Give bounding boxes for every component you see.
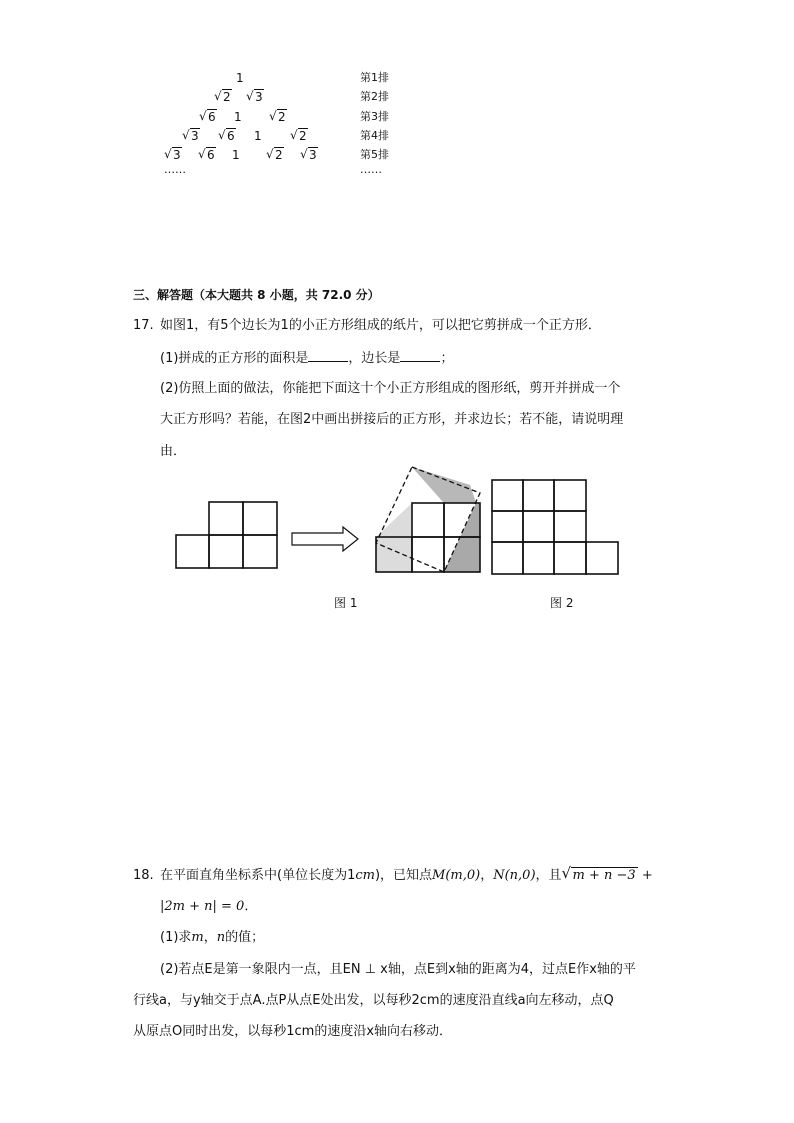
q17-part2-line3: 由． — [160, 444, 187, 459]
sqrt-expression — [214, 90, 232, 104]
radical-icon: √ — [218, 128, 226, 142]
side-answer-blank[interactable] — [400, 350, 440, 362]
triangle-cell: 1 — [254, 129, 262, 143]
arrow-icon — [292, 527, 358, 551]
sqrt-value: 3 — [309, 148, 317, 162]
sqrt-value: 2 — [299, 129, 307, 143]
q18-part2-line1: (2)若点E是第一象限内一点，且EN ⊥ x轴，点E到x轴的距离为4，过点E作x轴的平 — [160, 962, 636, 977]
var-n: n — [216, 930, 226, 945]
sqrt-expression — [246, 90, 264, 104]
triangle-cell — [214, 90, 232, 104]
unit-cm: cm — [355, 868, 375, 883]
q18-line1-d: ，且 — [535, 868, 562, 883]
q17-part1-text-a: (1)拼成的正方形的面积是 — [160, 351, 309, 366]
radical-icon: √ — [300, 147, 308, 161]
area-answer-blank[interactable] — [308, 350, 348, 362]
sqrt-value: 3 — [255, 90, 263, 104]
sqrt-value: 6 — [227, 129, 235, 143]
sqrt-expression — [266, 148, 284, 162]
triangle-cell — [266, 148, 284, 162]
q18-part2-line3: 从原点O同时出发，以每秒1cm的速度沿x轴向右移动． — [133, 1024, 453, 1039]
radical-icon: √ — [246, 89, 254, 103]
q18-line2-end: ． — [244, 899, 258, 914]
row-label-1: 第1排 — [360, 71, 389, 84]
radical-icon: √ — [199, 109, 207, 123]
q18-part2-line2: 行线a，与y轴交于点A.点P从点E处出发，以每秒2cm的速度沿直线a向左移动，点Q — [133, 993, 614, 1008]
radical-icon: √ — [290, 128, 298, 142]
sqrt-expression — [198, 148, 216, 162]
q18-line1-c: ， — [480, 868, 494, 883]
q17-part1-text-b: ，边长是 — [348, 351, 401, 366]
triangle-cell — [300, 148, 318, 162]
q17-part1 — [160, 350, 453, 367]
radical-icon: √ — [266, 147, 274, 161]
q18-part1-c: 的值； — [225, 930, 265, 945]
section-title: 三、解答题（本大题共 8 小题，共 72.0 分） — [133, 288, 380, 302]
q18-line2 — [160, 899, 257, 915]
radical-icon: √ — [269, 109, 277, 123]
sqrt-value: 3 — [173, 148, 181, 162]
q17-number: 17. — [133, 318, 154, 333]
triangle-cell — [218, 129, 236, 143]
sqrt-value: 6 — [207, 148, 215, 162]
triangle-cell — [164, 148, 182, 162]
q17-part1-text-c: ； — [440, 351, 454, 366]
triangle-cell — [290, 129, 308, 143]
sqrt-value: 2 — [223, 90, 231, 104]
sqrt-expression — [269, 110, 287, 124]
q17-part2-line2: 大正方形吗？若能，在图2中画出拼接后的正方形，并求边长；若不能，请说明理 — [160, 412, 624, 427]
q17-figures — [0, 465, 794, 595]
row-label-2: 第2排 — [360, 90, 389, 103]
q18-line1-a: 在平面直角坐标系中(单位长度为1 — [160, 868, 356, 883]
fig2-shape — [492, 480, 618, 574]
point-n: N — [493, 868, 505, 883]
sqrt-value: 3 — [191, 129, 199, 143]
row-label-5: 第5排 — [360, 148, 389, 161]
triangle-cell: 1 — [236, 71, 244, 85]
radical-icon: √ — [561, 864, 572, 882]
sqrt-expression — [182, 129, 200, 143]
q18-part1-a: (1)求 — [160, 930, 192, 945]
triangle-cell: 1 — [234, 110, 242, 124]
q18-number: 18. — [133, 868, 154, 883]
number-triangle — [0, 0, 794, 190]
point-m: M — [432, 868, 446, 883]
q17-part2-line1: (2)仿照上面的做法，你能把下面这十个小正方形组成的图形纸，剪开并拼成一个 — [160, 381, 621, 396]
q18-plus: + — [637, 868, 653, 883]
sqrt-expression — [164, 148, 182, 162]
triangle-cell: 1 — [232, 148, 240, 162]
triangle-cell — [198, 148, 216, 162]
triangle-cell — [246, 90, 264, 104]
q17-intro: 如图1，有5个边长为1的小正方形组成的纸片，可以把它剪拼成一个正方形． — [160, 318, 601, 333]
q18-line1 — [160, 864, 653, 884]
sqrt-value: 2 — [275, 148, 283, 162]
sqrt-expression — [218, 129, 236, 143]
fig1-original-shape — [176, 502, 277, 568]
fig2-caption: 图 2 — [550, 596, 574, 610]
sqrt-expression — [561, 864, 638, 884]
fig1-caption: 图 1 — [334, 596, 358, 610]
sqrt-expression — [290, 129, 308, 143]
sqrt-expression — [199, 110, 217, 124]
triangle-dots-right: …… — [360, 163, 382, 176]
q18-part1-b: ， — [203, 930, 217, 945]
sqrt-value: 2 — [278, 110, 286, 124]
abs-expression: |2m + n| = 0 — [160, 899, 245, 914]
triangle-cell — [182, 129, 200, 143]
radical-icon: √ — [164, 147, 172, 161]
sqrt-value: 6 — [208, 110, 216, 124]
sqrt-expression — [300, 148, 318, 162]
triangle-dots-left: …… — [164, 163, 186, 176]
q18-part1 — [160, 930, 264, 946]
point-m-coords: (m,0) — [445, 868, 481, 883]
row-label-3: 第3排 — [360, 110, 389, 123]
triangle-cell — [199, 110, 217, 124]
radical-icon: √ — [182, 128, 190, 142]
sqrt-content: m + n −3 — [572, 868, 636, 883]
point-n-coords: (n,0) — [504, 868, 536, 883]
fig1-rearranged-shape — [376, 467, 480, 572]
radical-icon: √ — [214, 89, 222, 103]
triangle-cell — [269, 110, 287, 124]
row-label-4: 第4排 — [360, 129, 389, 142]
var-m: m — [191, 930, 204, 945]
q18-line1-b: )，已知点 — [374, 868, 433, 883]
radical-icon: √ — [198, 147, 206, 161]
